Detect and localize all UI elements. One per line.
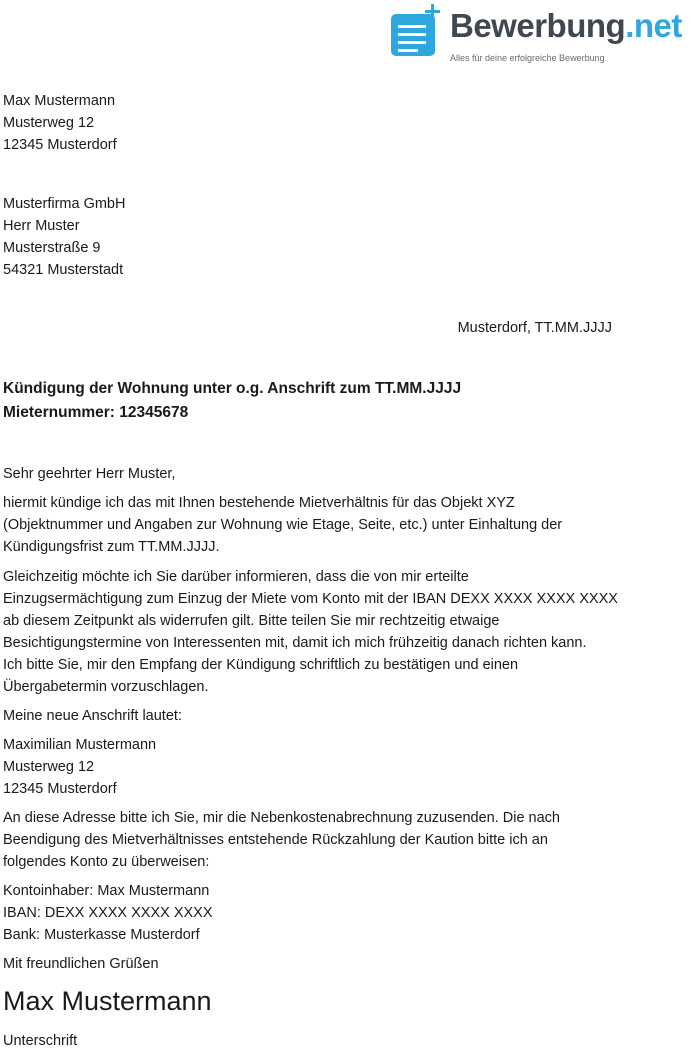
new-address-name: Maximilian Mustermann — [3, 737, 157, 753]
document-list-icon — [390, 4, 446, 60]
brand-main: Bewerbung — [450, 7, 626, 44]
paragraph-line: ab diesem Zeitpunkt als widerrufen gilt. Bitte teilen Sie mir rechtzeitig etwaige — [3, 613, 500, 629]
account-iban: IBAN: DEXX XXXX XXXX XXXX — [3, 905, 213, 921]
recipient-company: Musterfirma GmbH — [3, 196, 126, 212]
sender-name: Max Mustermann — [3, 93, 116, 109]
paragraph-line: hiermit kündige ich das mit Ihnen bestehende Mietverhältnis für das Objekt XYZ — [3, 495, 515, 511]
account-holder: Kontoinhaber: Max Mustermann — [3, 883, 210, 899]
paragraph-line: Übergabetermin vorzuschlagen. — [3, 679, 209, 695]
paragraph-line: Gleichzeitig möchte ich Sie darüber informieren, dass die von mir erteilte — [3, 569, 469, 585]
logo[interactable] — [390, 2, 695, 64]
paragraph-line: Beendigung des Mietverhältnisses entstehende Rückzahlung der Kaution bitte ich an — [3, 832, 548, 848]
brand-name — [450, 6, 682, 46]
brand-tld: .net — [625, 7, 682, 44]
salutation: Sehr geehrter Herr Muster, — [3, 466, 176, 482]
paragraph-line: An diese Adresse bitte ich Sie, mir die Nebenkostenabrechnung zuzusenden. Die nach — [3, 810, 560, 826]
sender-street: Musterweg 12 — [3, 115, 95, 131]
paragraph-line: Besichtigungstermine von Interessenten mit, damit ich mich frühzeitig danach richten kann. — [3, 635, 587, 651]
subject-line: Kündigung der Wohnung unter o.g. Anschrift zum TT.MM.JJJJ — [3, 380, 462, 397]
paragraph-line: (Objektnummer und Angaben zur Wohnung wie Etage, Seite, etc.) unter Einhaltung der — [3, 517, 563, 533]
signature-label: Unterschrift — [3, 1033, 78, 1049]
brand-tagline: Alles für deine erfolgreiche Bewerbung — [450, 53, 605, 63]
account-bank: Bank: Musterkasse Musterdorf — [3, 927, 200, 943]
paragraph-line: Einzugsermächtigung zum Einzug der Miete vom Konto mit der IBAN DEXX XXXX XXXX XXXX — [3, 591, 618, 607]
recipient-city: 54321 Musterstadt — [3, 262, 124, 278]
tenant-number: Mieternummer: 12345678 — [3, 404, 189, 421]
new-address-city: 12345 Musterdorf — [3, 781, 117, 797]
recipient-street: Musterstraße 9 — [3, 240, 101, 256]
recipient-person: Herr Muster — [3, 218, 80, 234]
letter-date: Musterdorf, TT.MM.JJJJ — [457, 320, 612, 336]
signature-name: Max Mustermann — [3, 986, 212, 1016]
paragraph-line: Kündigungsfrist zum TT.MM.JJJJ. — [3, 539, 220, 555]
paragraph-line: folgendes Konto zu überweisen: — [3, 854, 210, 870]
closing: Mit freundlichen Grüßen — [3, 956, 159, 972]
new-address-intro: Meine neue Anschrift lautet: — [3, 708, 182, 724]
new-address-street: Musterweg 12 — [3, 759, 95, 775]
sender-city: 12345 Musterdorf — [3, 137, 117, 153]
paragraph-line: Ich bitte Sie, mir den Empfang der Kündigung schriftlich zu bestätigen und einen — [3, 657, 519, 673]
